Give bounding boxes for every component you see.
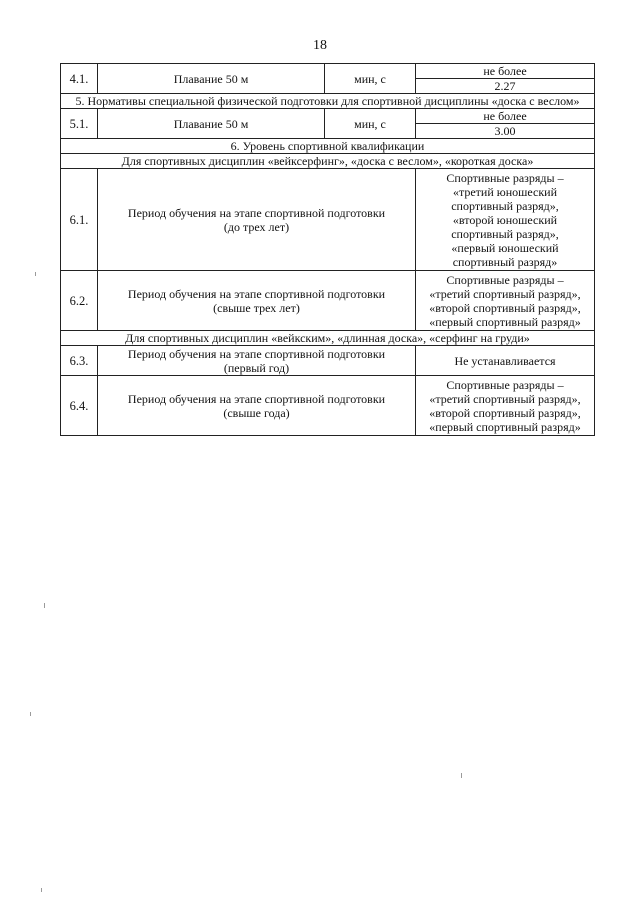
exercise-label: Плавание 50 м	[98, 64, 325, 94]
table-row	[61, 169, 595, 271]
limit-label: не более	[416, 109, 595, 124]
period-label-line: (свыше года)	[223, 405, 290, 420]
requirement-line: «первый спортивный разряд»	[429, 419, 581, 434]
requirement-line: «первый юношеский	[451, 240, 559, 255]
row-number: 4.1.	[61, 64, 98, 94]
table-row	[61, 154, 595, 169]
table-row	[61, 139, 595, 154]
row-number: 6.2.	[61, 271, 98, 331]
requirement-line: спортивный разряд»	[452, 254, 558, 269]
standard-value: 3.00	[416, 124, 595, 139]
unit-label: мин, с	[325, 109, 416, 139]
subsection-heading: Для спортивных дисциплин «вейксерфинг», «доска с веслом», «короткая доска»	[61, 154, 595, 169]
requirement-line: «второй спортивный разряд»,	[429, 405, 581, 420]
requirement-line: «третий спортивный разряд»,	[429, 391, 581, 406]
section-heading: 5. Нормативы специальной физической подготовки для спортивной дисциплины «доска с веслом»	[61, 94, 595, 109]
period-label-line: (до трех лет)	[223, 219, 290, 234]
scan-mark	[35, 272, 36, 276]
period-label-line: Период обучения на этапе спортивной подготовки	[127, 205, 386, 220]
table-row	[61, 376, 595, 436]
period-label	[98, 346, 416, 376]
requirement-cell	[416, 169, 595, 271]
requirement-cell	[416, 271, 595, 331]
table-row	[61, 94, 595, 109]
table-row	[61, 331, 595, 346]
table-row	[61, 64, 595, 79]
table-row	[61, 346, 595, 376]
subsection-heading: Для спортивных дисциплин «вейкским», «длинная доска», «серфинг на груди»	[61, 331, 595, 346]
requirement-cell: Не устанавливается	[416, 346, 595, 376]
row-number: 6.3.	[61, 346, 98, 376]
row-number: 6.4.	[61, 376, 98, 436]
scan-mark	[30, 712, 31, 716]
scan-mark	[44, 603, 45, 608]
limit-label: не более	[416, 64, 595, 79]
page-number: 18	[313, 38, 327, 53]
table-row	[61, 271, 595, 331]
row-number: 5.1.	[61, 109, 98, 139]
requirement-line: спортивный разряд»,	[451, 198, 559, 213]
unit-label: мин, с	[325, 64, 416, 94]
standard-value: 2.27	[416, 79, 595, 94]
requirement-line: «второй спортивный разряд»,	[429, 300, 581, 315]
scan-mark	[461, 773, 462, 778]
period-label-line: Период обучения на этапе спортивной подготовки	[127, 346, 386, 361]
requirement-line: Спортивные разряды –	[446, 377, 564, 392]
standards-table	[60, 63, 595, 436]
period-label-line: (первый год)	[223, 360, 290, 375]
row-number: 6.1.	[61, 169, 98, 271]
table-row	[61, 109, 595, 124]
requirement-line: «третий спортивный разряд»,	[429, 286, 581, 301]
requirement-line: «второй юношеский	[452, 212, 558, 227]
requirement-line: Спортивные разряды –	[446, 170, 564, 185]
requirement-line: «первый спортивный разряд»	[429, 314, 581, 329]
section-heading: 6. Уровень спортивной квалификации	[61, 139, 595, 154]
period-label	[98, 271, 416, 331]
exercise-label: Плавание 50 м	[98, 109, 325, 139]
requirement-line: спортивный разряд»,	[451, 226, 559, 241]
scan-mark	[41, 888, 42, 892]
period-label-line: Период обучения на этапе спортивной подготовки	[127, 391, 386, 406]
requirement-line: Спортивные разряды –	[446, 272, 564, 287]
period-label	[98, 376, 416, 436]
requirement-cell	[416, 376, 595, 436]
requirement-line: «третий юношеский	[452, 184, 558, 199]
period-label-line: (свыше трех лет)	[213, 300, 300, 315]
period-label	[98, 169, 416, 271]
period-label-line: Период обучения на этапе спортивной подготовки	[127, 286, 386, 301]
